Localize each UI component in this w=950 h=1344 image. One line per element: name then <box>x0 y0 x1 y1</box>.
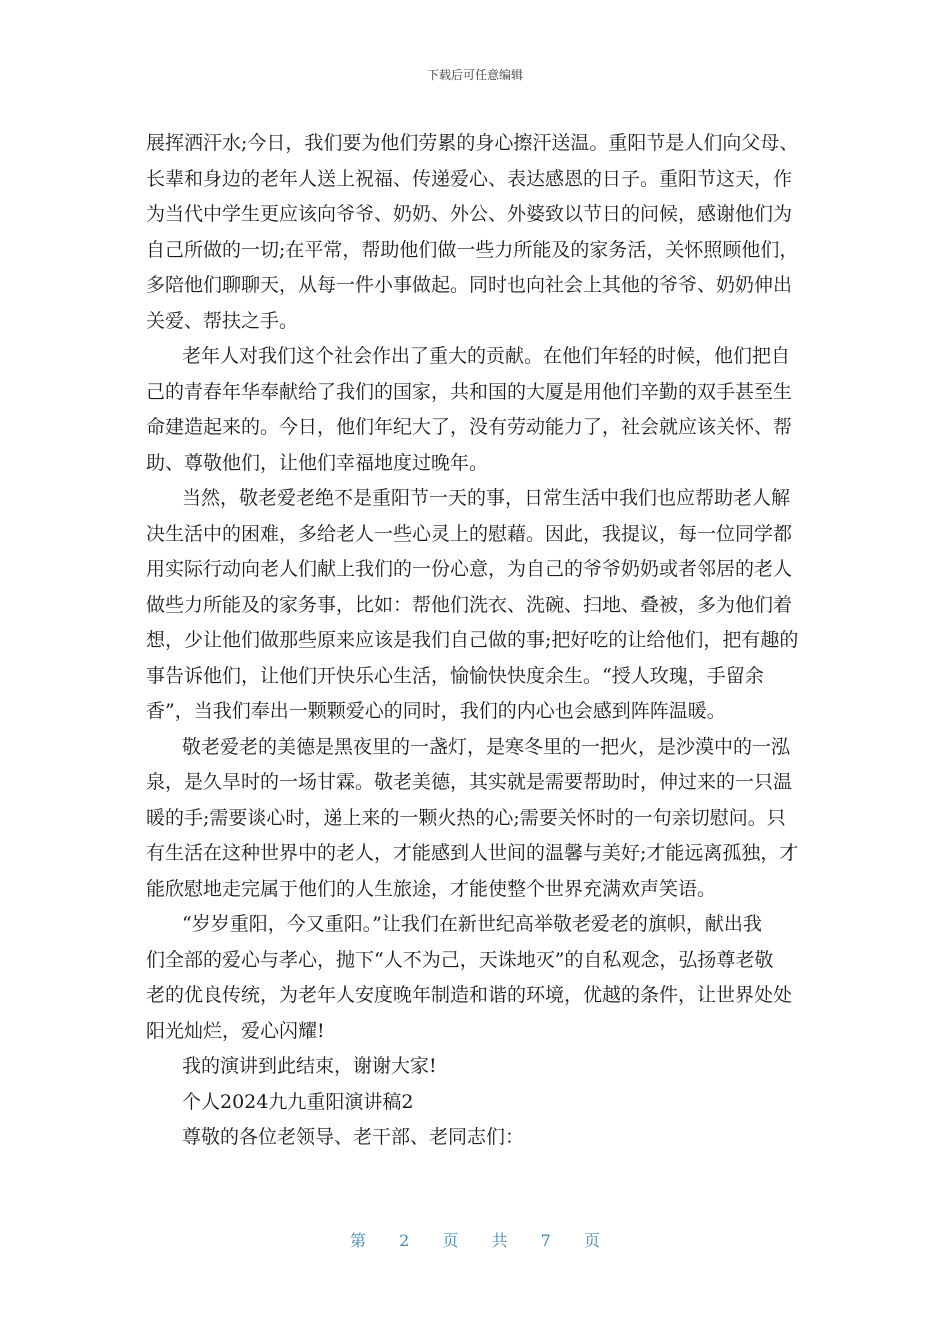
text-line: 用实际行动向老人们献上我们的一份心意，为自己的爷爷奶奶或者邻居的老人 <box>146 558 793 580</box>
footer-label-gong: 共 <box>491 1231 508 1250</box>
page-header: 下载后可任意编辑 <box>426 68 523 82</box>
page-footer <box>0 1228 950 1251</box>
document-body <box>146 126 806 1156</box>
text-line: 决生活中的困难，多给老人一些心灵上的慰藉。因此，我提议，每一位同学都 <box>146 522 793 545</box>
text-line: 尊敬的各位老领导、老干部、老同志们： <box>182 1126 525 1148</box>
footer-label-ye: 页 <box>442 1231 459 1250</box>
text-line: 泉，是久旱时的一场甘霖。敬老美德，其实就是需要帮助时，伸过来的一只温 <box>146 771 793 793</box>
text-line: 己的青春年华奉献给了我们的国家，共和国的大厦是用他们辛勤的双手甚至生 <box>146 380 793 403</box>
footer-page-number: 2 <box>399 1231 410 1250</box>
text-line: 阳光灿烂，爱心闪耀! <box>146 1019 325 1042</box>
section-title: 个人2024九九重阳演讲稿2 <box>182 1090 414 1113</box>
footer-label-ye2: 页 <box>583 1231 600 1250</box>
text-line: 助、尊敬他们，让他们幸福地度过晚年。 <box>146 451 489 474</box>
text-line: 想，少让他们做那些原来应该是我们自己做的事;把好吃的让给他们，把有趣的 <box>146 629 799 651</box>
text-line: 有生活在这种世界中的老人，才能感到人世间的温馨与美好;才能远离孤独，才 <box>146 842 799 864</box>
text-line: 命建造起来的。今日，他们年纪大了，没有劳动能力了，社会就应该关怀、帮 <box>146 416 793 438</box>
text-line: 事告诉他们，让他们开快乐心生活，愉愉快快度余生。“授人玫瑰，手留余 <box>146 664 764 687</box>
text-line: 关爱、帮扶之手。 <box>146 309 299 332</box>
text-line: 做些力所能及的家务事，比如：帮他们洗衣、洗碗、扫地、叠被，多为他们着 <box>146 593 793 616</box>
text-line: 长辈和身边的老年人送上祝福、传递爱心、表达感恩的日子。重阳节这天，作 <box>146 167 793 190</box>
text-line: 老年人对我们这个社会作出了重大的贡献。在他们年轻的时候，他们把自 <box>182 345 791 367</box>
text-line: 展挥洒汗水;今日，我们要为他们劳累的身心擦汗送温。重阳节是人们向父母、 <box>146 132 799 154</box>
text-line: 自己所做的一切;在平常，帮助他们做一些力所能及的家务活，关怀照顾他们， <box>146 238 799 261</box>
text-line: 暖的手;需要谈心时，递上来的一颗火热的心;需要关怀时的一句亲切慰问。只 <box>146 806 786 829</box>
footer-label-di: 第 <box>350 1231 367 1250</box>
footer-total-pages: 7 <box>540 1231 551 1250</box>
text-line: 能欣慰地走完属于他们的人生旅途，才能使整个世界充满欢声笑语。 <box>146 877 717 900</box>
text-line: 为当代中学生更应该向爷爷、奶奶、外公、外婆致以节日的问候，感谢他们为 <box>146 203 793 225</box>
text-line: 们全部的爱心与孝心，抛下“人不为己，天诛地灭”的自私观念，弘扬尊老敬 <box>146 948 774 971</box>
text-line: 当然，敬老爱老绝不是重阳节一天的事，日常生活中我们也应帮助老人解 <box>182 487 791 509</box>
text-line: 老的优良传统，为老年人安度晚年制造和谐的环境，优越的条件，让世界处处 <box>146 984 793 1006</box>
text-line: “岁岁重阳，今又重阳。”让我们在新世纪高举敬老爱老的旗帜，献出我 <box>182 913 762 935</box>
text-line: 我的演讲到此结束，谢谢大家! <box>182 1055 437 1077</box>
text-line: 敬老爱老的美德是黑夜里的一盏灯，是寒冬里的一把火，是沙漠中的一泓 <box>182 735 791 758</box>
text-line: 香”，当我们奉出一颗颗爱心的同时，我们的内心也会感到阵阵温暖。 <box>146 700 726 722</box>
text-line: 多陪他们聊聊天，从每一件小事做起。同时也向社会上其他的爷爷、奶奶伸出 <box>146 274 793 296</box>
